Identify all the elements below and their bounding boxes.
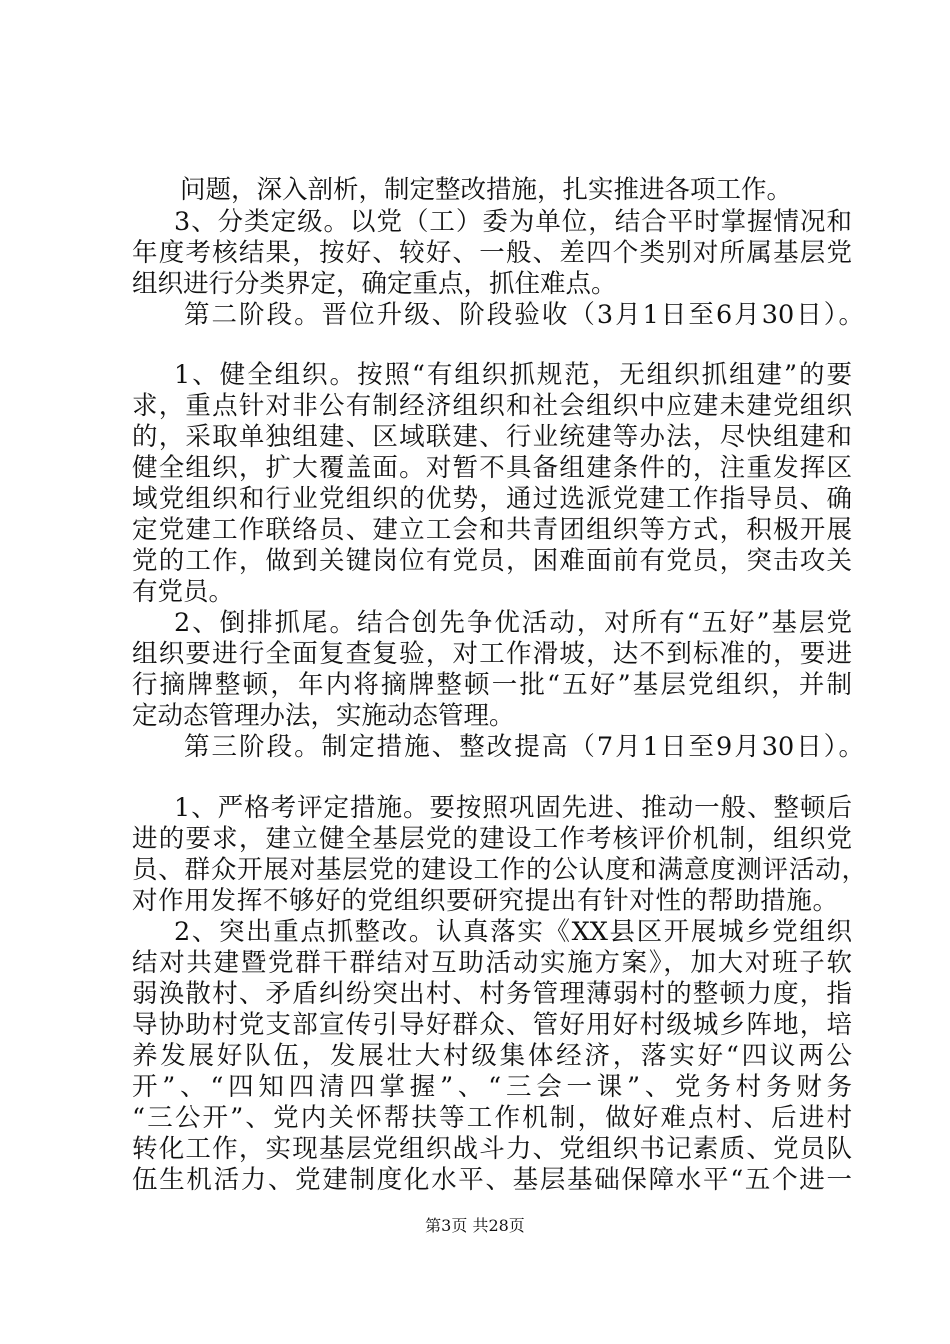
text-line: 定党建工作联络员、建立工会和共青团组织等方式，积极开展 — [132, 515, 852, 545]
text-line: 问题，深入剖析，制定整改措施，扎实推进各项工作。 — [180, 175, 793, 205]
text-line: 2、突出重点抓整改。认真落实《XX县区开展城乡党组织 — [174, 917, 852, 947]
text-line: 导协助村党支部宣传引导好群众、管好用好村级城乡阵地，培 — [132, 1010, 852, 1040]
text-line: 进的要求，建立健全基层党的建设工作考核评价机制，组织党 — [132, 824, 852, 854]
section-heading: 第三阶段。制定措施、整改提高（7月1日至9月30日）。 — [184, 732, 864, 762]
text-line: 党的工作，做到关键岗位有党员，困难面前有党员，突击攻关 — [132, 546, 852, 576]
text-line: 对作用发挥不够好的党组织要研究提出有针对性的帮助措施。 — [132, 886, 838, 916]
text-line: 健全组织，扩大覆盖面。对暂不具备组建条件的，注重发挥区 — [132, 453, 852, 483]
text-line: 域党组织和行业党组织的优势，通过选派党建工作指导员、确 — [132, 484, 852, 514]
text-line: 员、群众开展对基层党的建设工作的公认度和满意度测评活动， — [132, 855, 867, 885]
text-line: 定动态管理办法，实施动态管理。 — [132, 701, 515, 731]
page-footer: 第3页 共28页 — [425, 1216, 525, 1235]
text-line: 2、倒排抓尾。结合创先争优活动，对所有“五好”基层党 — [174, 608, 852, 638]
text-line: 有党员。 — [132, 577, 235, 607]
text-line: 伍生机活力、党建制度化水平、基层基础保障水平“五个进一 — [132, 1165, 852, 1195]
text-line: 开”、“四知四清四掌握”、“三会一课”、党务村务财务 — [132, 1072, 852, 1102]
text-line: 3、分类定级。以党（工）委为单位，结合平时掌握情况和 — [174, 207, 852, 237]
text-line: 1、健全组织。按照“有组织抓规范，无组织抓组建”的要 — [174, 360, 852, 390]
text-line: 结对共建暨党群干群结对互助活动实施方案》，加大对班子软 — [132, 948, 852, 978]
text-line: 1、严格考评定措施。要按照巩固先进、推动一般、整顿后 — [174, 793, 852, 823]
text-line: “三公开”、党内关怀帮扶等工作机制，做好难点村、后进村 — [132, 1103, 852, 1133]
text-line: 养发展好队伍，发展壮大村级集体经济，落实好“四议两公 — [132, 1041, 852, 1071]
text-line: 组织要进行全面复查复验，对工作滑坡，达不到标准的，要进 — [132, 639, 852, 669]
text-line: 求，重点针对非公有制经济组织和社会组织中应建未建党组织 — [132, 391, 852, 421]
text-line: 的，采取单独组建、区域联建、行业统建等办法，尽快组建和 — [132, 422, 852, 452]
text-line: 组织进行分类界定，确定重点，抓住难点。 — [132, 269, 617, 299]
text-line: 年度考核结果，按好、较好、一般、差四个类别对所属基层党 — [132, 238, 852, 268]
text-line: 行摘牌整顿，年内将摘牌整顿一批“五好”基层党组织，并制 — [132, 670, 852, 700]
text-line: 弱涣散村、矛盾纠纷突出村、村务管理薄弱村的整顿力度，指 — [132, 979, 852, 1009]
text-line: 转化工作，实现基层党组织战斗力、党组织书记素质、党员队 — [132, 1134, 852, 1164]
section-heading: 第二阶段。晋位升级、阶段验收（3月1日至6月30日）。 — [184, 300, 864, 330]
